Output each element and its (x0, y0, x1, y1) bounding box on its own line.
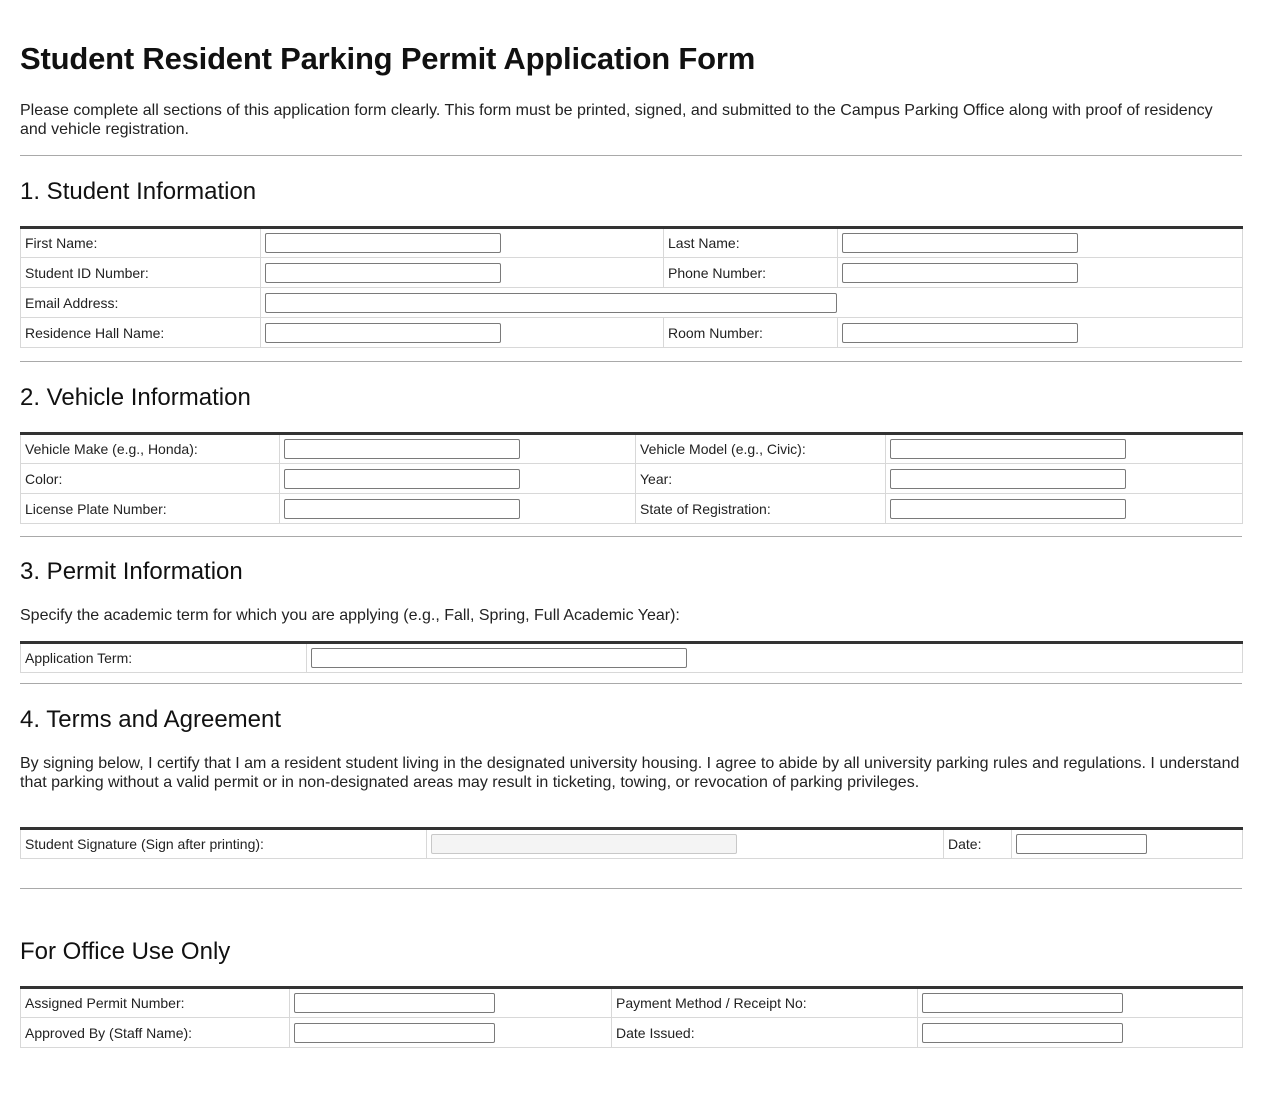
student-id-input[interactable] (265, 263, 501, 283)
year-label: Year: (636, 464, 886, 494)
date-input[interactable] (1016, 834, 1147, 854)
payment-input[interactable] (922, 993, 1123, 1013)
phone-label: Phone Number: (664, 258, 838, 288)
permit-instruction: Specify the academic term for which you are applying (e.g., Fall, Spring, Full Academic Year): (20, 607, 680, 624)
first-name-label: First Name: (21, 228, 261, 258)
residence-hall-input[interactable] (265, 323, 501, 343)
approved-by-input[interactable] (294, 1023, 495, 1043)
state-label: State of Registration: (636, 494, 886, 524)
section-heading-office: For Office Use Only (20, 938, 231, 965)
license-plate-label: License Plate Number: (21, 494, 280, 524)
color-input[interactable] (284, 469, 520, 489)
section-heading-student: 1. Student Information (20, 178, 257, 205)
divider (20, 683, 1242, 684)
state-input[interactable] (890, 499, 1126, 519)
email-input[interactable] (265, 293, 837, 313)
divider (20, 361, 1242, 362)
date-issued-label: Date Issued: (612, 1018, 918, 1048)
date-issued-input[interactable] (922, 1023, 1123, 1043)
license-plate-input[interactable] (284, 499, 520, 519)
vehicle-model-label: Vehicle Model (e.g., Civic): (636, 434, 886, 464)
vehicle-model-input[interactable] (890, 439, 1126, 459)
section-heading-terms: 4. Terms and Agreement (20, 706, 282, 733)
last-name-input[interactable] (842, 233, 1078, 253)
office-use-table (20, 986, 1243, 1048)
first-name-input[interactable] (265, 233, 501, 253)
last-name-label: Last Name: (664, 228, 838, 258)
permit-number-input[interactable] (294, 993, 495, 1013)
divider (20, 155, 1242, 156)
permit-info-table (20, 641, 1243, 673)
application-term-input[interactable] (311, 648, 687, 668)
room-number-input[interactable] (842, 323, 1078, 343)
year-input[interactable] (890, 469, 1126, 489)
permit-number-label: Assigned Permit Number: (21, 988, 290, 1018)
section-heading-vehicle: 2. Vehicle Information (20, 384, 251, 411)
residence-hall-label: Residence Hall Name: (21, 318, 261, 348)
divider (20, 536, 1242, 537)
payment-label: Payment Method / Receipt No: (612, 988, 918, 1018)
color-label: Color: (21, 464, 280, 494)
email-label: Email Address: (21, 288, 261, 318)
vehicle-make-input[interactable] (284, 439, 520, 459)
terms-text: By signing below, I certify that I am a resident student living in the designated university housing. I agree to abide by all university parking rules and regulations. I understand that parking without a valid permit or in non-designated areas may result in ticketing, towing, or revocation of parking privileges. (20, 755, 1240, 791)
signature-label: Student Signature (Sign after printing): (21, 829, 427, 859)
divider (20, 888, 1242, 889)
vehicle-info-table (20, 432, 1243, 524)
student-id-label: Student ID Number: (21, 258, 261, 288)
intro-text: Please complete all sections of this application form clearly. This form must be printed, signed, and submitted to the Campus Parking Office along with proof of residency and vehicle registration. (20, 102, 1213, 138)
date-label: Date: (944, 829, 1012, 859)
signature-table (20, 827, 1243, 859)
page-title: Student Resident Parking Permit Application Form (20, 41, 756, 76)
application-term-label: Application Term: (21, 643, 307, 673)
approved-by-label: Approved By (Staff Name): (21, 1018, 290, 1048)
room-number-label: Room Number: (664, 318, 838, 348)
vehicle-make-label: Vehicle Make (e.g., Honda): (21, 434, 280, 464)
phone-input[interactable] (842, 263, 1078, 283)
signature-field[interactable] (431, 834, 737, 854)
student-info-table (20, 226, 1243, 348)
section-heading-permit: 3. Permit Information (20, 558, 243, 585)
